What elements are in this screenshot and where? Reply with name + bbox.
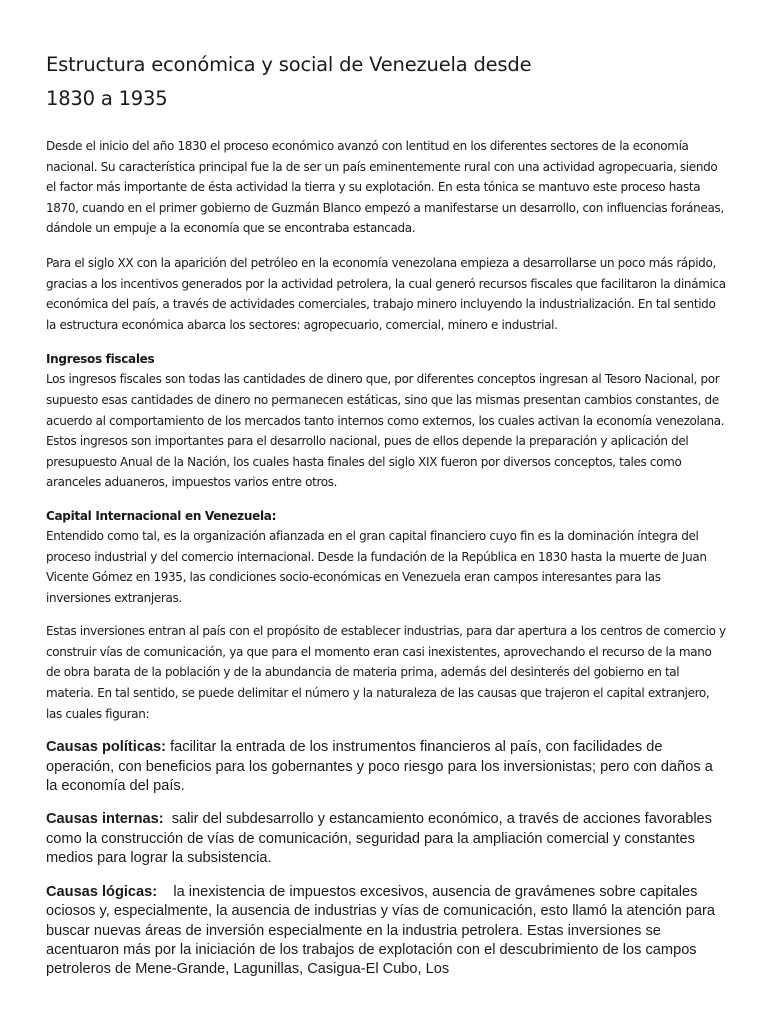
causas-politicas-label: Causas políticas:: [46, 739, 167, 756]
causas-internas-label: Causas internas:: [46, 811, 164, 828]
document-page: [46, 48, 726, 994]
causas-internas: [46, 810, 726, 868]
title-line-1: Estructura económica y social de Venezuela desde: [46, 53, 532, 76]
causas-logicas-text: la inexistencia de impuestos excesivos, ausencia de gravámenes sobre capitales ociosos y, especialmente, la ausencia de industrias y vías de comunicación, esto llamó la atención para buscar nuevas áreas de inversión especialmente en la industria petrolera. Estas inversiones se acentuaron más por la iniciación de los trabajos de explotación con el descubrimiento de los campos petroleros de Mene-Grande, Lagunillas, Casigua-El Cubo, Los: [46, 883, 720, 978]
causas-politicas: [46, 738, 726, 796]
title-line-2: 1830 a 1935: [46, 87, 168, 110]
ingresos-fiscales-heading: Ingresos fiscales: [46, 352, 155, 367]
ingresos-fiscales-text: Los ingresos fiscales son todas las cantidades de dinero que, por diferentes conceptos ingresan al Tesoro Nacional, por supuesto esas cantidades de dinero no permanecen estáticas, sino que las mismas presentan cambios constantes, de acuerdo al comportamiento de los mercados tanto internos como externos, los cuales activan la economía venezolana. Estos ingresos son importantes para el desarrollo nacional, pues de ellos depende la preparación y aplicación del presupuesto Anual de la Nación, los cuales hasta finales del siglo XIX fueron por diversos conceptos, tales como aranceles aduaneros, impuestos varios entre otros.: [46, 372, 725, 490]
capital-internacional-heading: Capital Internacional en Venezuela:: [46, 508, 277, 523]
inversiones-paragraph: Estas inversiones entran al país con el propósito de establecer industrias, para dar apertura a los centros de comercio y construir vías de comunicación, ya que para el momento eran casi inexistentes, aprovechando el recurso de la mano de obra barata de la población y de la abundancia de materia prima, además del desinterés del gobierno en tal materia. En tal sentido, se puede delimitar el número y la naturaleza de las causas que trajeron el capital extranjero, las cuales figuran:: [46, 624, 726, 721]
capital-internacional-section: [46, 506, 726, 608]
causas-logicas: [46, 883, 726, 980]
ingresos-fiscales-section: [46, 349, 726, 493]
intro-paragraph-1: Desde el inicio del año 1830 el proceso económico avanzó con lentitud en los diferentes sectores de la economía nacional. Su característica principal fue la de ser un país eminentemente rural con una actividad agropecuaria, siendo el factor más importante de ésta actividad la tierra y su explotación. En esta tónica se mantuvo este proceso hasta 1870, cuando en el primer gobierno de Guzmán Blanco empezó a manifestarse un desarrollo, con influencias foráneas, dándole un empuje a la economía que se encontraba estancada.: [46, 139, 724, 236]
document-title: [46, 48, 726, 116]
intro-paragraph-2: Para el siglo XX con la aparición del petróleo en la economía venezolana empieza a desarrollarse un poco más rápido, gracias a los incentivos generados por la actividad petrolera, la cual generó recursos fiscales que facilitaron la dinámica económica del país, a través de actividades comerciales, trabajo minero incluyendo la industrialización. En tal sentido la estructura económica abarca los sectores: agropecuario, comercial, minero e industrial.: [46, 255, 726, 332]
causas-internas-text: salir del subdesarrollo y estancamiento económico, a través de acciones favorables como la construcción de vías de comunicación, seguridad para la ampliación comercial y constantes medios para lograr la subsistencia.: [46, 811, 717, 867]
capital-internacional-text: Entendido como tal, es la organización afianzada en el gran capital financiero cuyo fin es la dominación íntegra del proceso industrial y del comercio internacional. Desde la fundación de la República en 1830 hasta la muerte de Juan Vicente Gómez en 1935, las condiciones socio-económicas en Venezuela eran campos interesantes para las inversiones extranjeras.: [46, 528, 707, 605]
causas-logicas-label: Causas lógicas:: [46, 883, 158, 900]
causas-politicas-text: facilitar la entrada de los instrumentos financieros al país, con facilidades de operación, con beneficios para los gobernantes y poco riesgo para los inversionistas; pero con daños a la economía del país.: [46, 739, 713, 795]
